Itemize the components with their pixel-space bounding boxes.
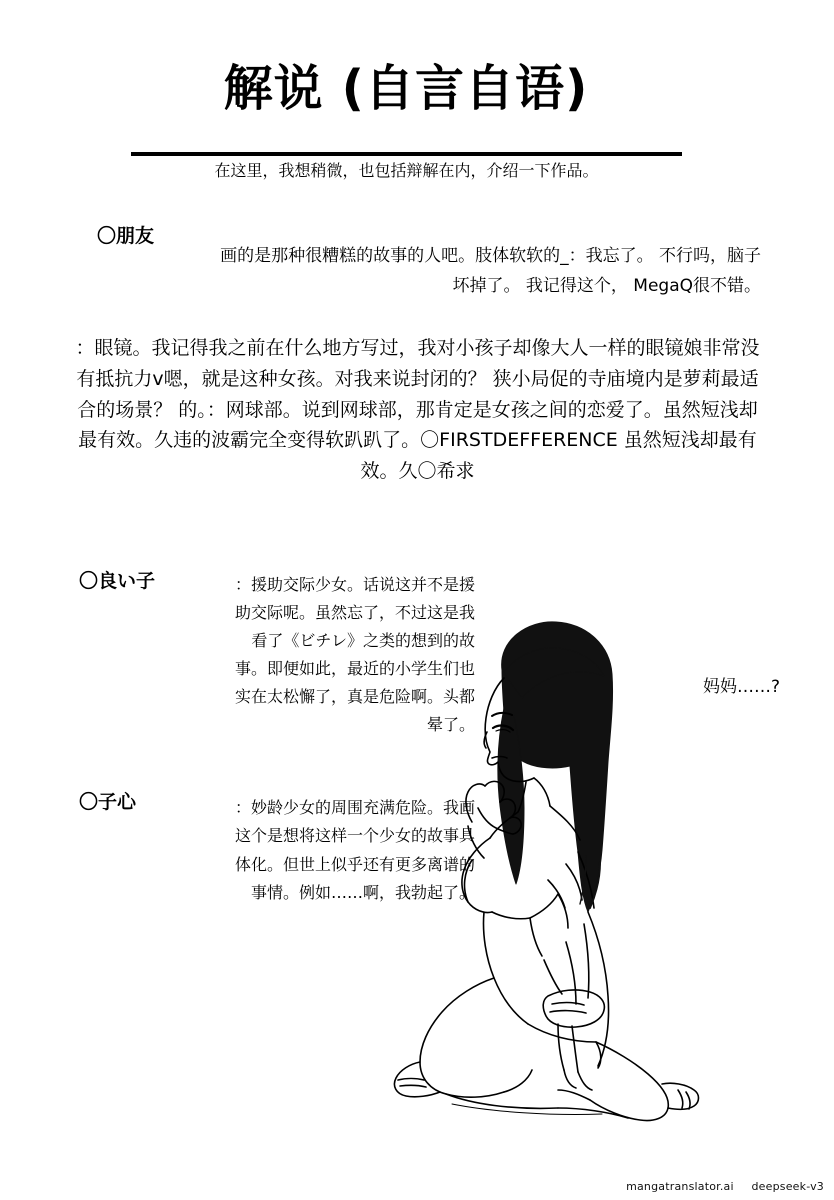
speech-text-mother: 妈妈……?	[702, 677, 781, 697]
main-paragraph-text: ：眼镜。我记得我之前在什么地方写过，我对小孩子却像大人一样的眼镜娘非常没有抵抗力v嗯，就是这种女孩。对我来说封闭的？ 狭小局促的寺庙境内是萝莉最适合的场景？ 的。：网球部。说到网球部，那肯定是女孩之间的恋爱了。虽然短浅却最有效。久违的波霸完全变得软趴趴了。〇FIRSTDEFFERENCE 虽然短浅却最有效。久〇希求	[75, 337, 760, 483]
watermark-right: deepseek-v3	[751, 1180, 824, 1193]
section-text-good-kid: ：援助交际少女。话说这并不是援助交际呢。虽然忘了，不过这是我看了《ビチレ》之类的想到的故事。即便如此，最近的小学生们也实在太松懈了，真是危险啊。头都晕了。	[226, 571, 475, 739]
section-label-friend: 〇朋友	[97, 225, 155, 247]
page-subtitle: 在这里，我想稍微，也包括辩解在内，介绍一下作品。	[214, 161, 599, 180]
section-text-friend: 画的是那种很糟糕的故事的人吧。肢体软软的_：我忘了。 不行吗，脑子坏掉了。 我记得这个， MegaQ很不错。	[220, 246, 761, 296]
main-paragraph-box	[64, 327, 771, 516]
section-text-child-heart: ：妙龄少女的周围充满危险。我画这个是想将这样一个少女的故事具体化。但世上似乎还有更多离谱的事情。例如……啊，我勃起了。	[226, 794, 475, 908]
title-divider	[131, 152, 682, 156]
watermark	[626, 1180, 824, 1193]
illustration-seated-girl	[352, 612, 824, 1172]
page-title-block	[131, 62, 681, 116]
section-label-child-heart: 〇子心	[79, 791, 137, 813]
section-label-good-kid: 〇良い子	[79, 570, 156, 592]
watermark-left: mangatranslator.ai	[626, 1180, 734, 1193]
page-title: 解说 (自言自语)	[223, 60, 589, 117]
